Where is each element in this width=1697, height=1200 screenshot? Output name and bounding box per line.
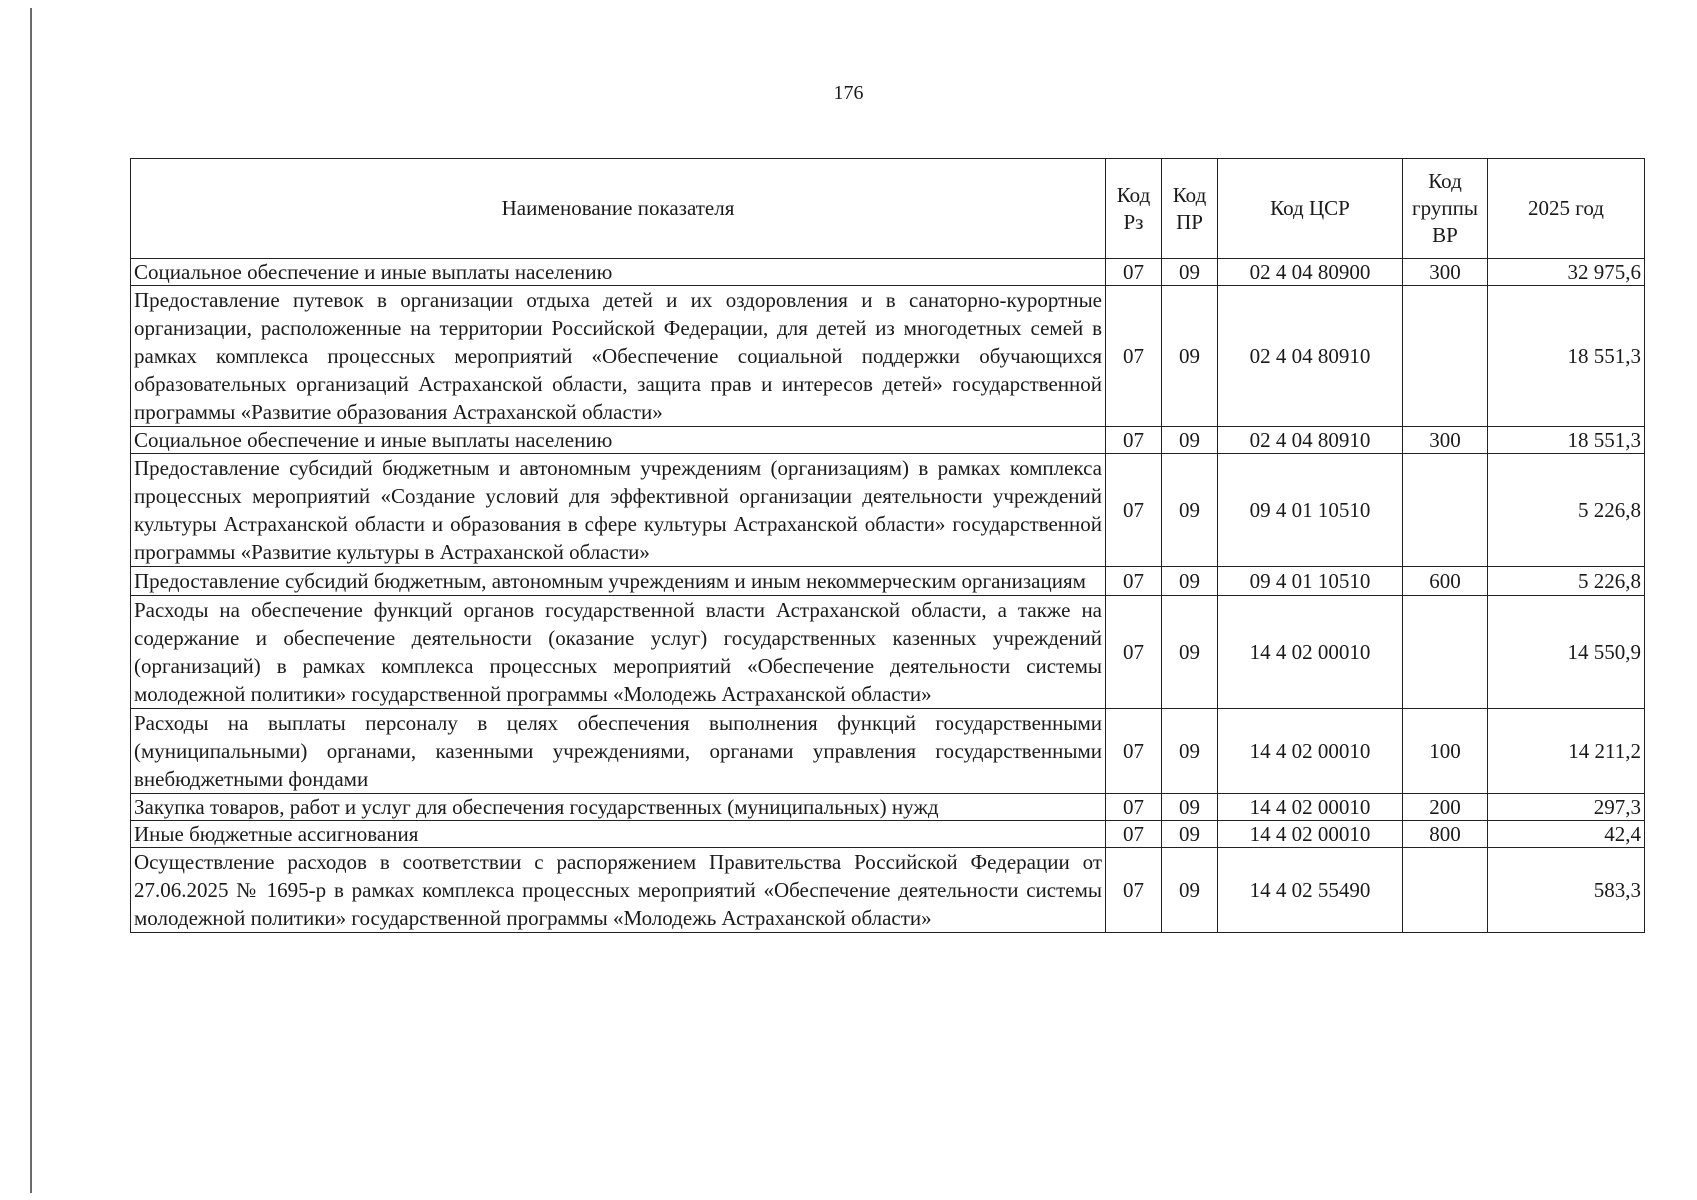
row-name: Иные бюджетные ассигнования — [131, 821, 1106, 848]
row-rz: 07 — [1106, 709, 1162, 794]
row-amount: 18 551,3 — [1488, 286, 1645, 427]
header-year: 2025 год — [1488, 159, 1645, 259]
header-pr: Код ПР — [1162, 159, 1218, 259]
row-rz: 07 — [1106, 821, 1162, 848]
row-vr: 100 — [1403, 709, 1488, 794]
row-pr: 09 — [1162, 596, 1218, 709]
header-name: Наименование показателя — [131, 159, 1106, 259]
row-name: Предоставление субсидий бюджетным, автономным учреждениям и иным некоммерческим организациям — [131, 567, 1106, 596]
header-vr: Код группы ВР — [1403, 159, 1488, 259]
row-csr: 14 4 02 00010 — [1218, 596, 1403, 709]
table-row — [131, 794, 1645, 821]
row-pr: 09 — [1162, 567, 1218, 596]
page-number: 176 — [833, 82, 864, 104]
budget-table — [130, 158, 1645, 933]
row-csr: 02 4 04 80910 — [1218, 427, 1403, 454]
row-rz: 07 — [1106, 259, 1162, 286]
row-csr: 14 4 02 00010 — [1218, 794, 1403, 821]
row-pr: 09 — [1162, 427, 1218, 454]
row-vr: 200 — [1403, 794, 1488, 821]
header-csr: Код ЦСР — [1218, 159, 1403, 259]
row-csr: 02 4 04 80900 — [1218, 259, 1403, 286]
row-amount: 5 226,8 — [1488, 567, 1645, 596]
row-pr: 09 — [1162, 794, 1218, 821]
row-pr: 09 — [1162, 821, 1218, 848]
table-row — [131, 286, 1645, 427]
row-name: Закупка товаров, работ и услуг для обеспечения государственных (муниципальных) нужд — [131, 794, 1106, 821]
row-vr: 600 — [1403, 567, 1488, 596]
row-rz: 07 — [1106, 454, 1162, 567]
row-csr: 14 4 02 00010 — [1218, 709, 1403, 794]
row-csr: 02 4 04 80910 — [1218, 286, 1403, 427]
header-rz: Код Рз — [1106, 159, 1162, 259]
row-name: Расходы на обеспечение функций органов государственной власти Астраханской области, а также на содержание и обеспечение деятельности (оказание услуг) государственных казенных учреждений (организаций) в рамках комплекса процессных мероприятий «Обеспечение деятельности системы молодежной политики» государственной программы «Молодежь Астраханской области» — [131, 596, 1106, 709]
row-csr: 14 4 02 55490 — [1218, 848, 1403, 933]
row-amount: 583,3 — [1488, 848, 1645, 933]
row-rz: 07 — [1106, 427, 1162, 454]
row-name: Социальное обеспечение и иные выплаты населению — [131, 259, 1106, 286]
row-name: Предоставление субсидий бюджетным и автономным учреждениям (организациям) в рамках комплекса процессных мероприятий «Создание условий для эффективной организации деятельности учреждений культуры Астраханской области и образования в сфере культуры Астраханской области» государственной программы «Развитие культуры в Астраханской области» — [131, 454, 1106, 567]
row-amount: 18 551,3 — [1488, 427, 1645, 454]
row-name: Осуществление расходов в соответствии с распоряжением Правительства Российской Федерации от 27.06.2025 № 1695-р в рамках комплекса процессных мероприятий «Обеспечение деятельности системы молодежной политики» государственной программы «Молодежь Астраханской области» — [131, 848, 1106, 933]
row-pr: 09 — [1162, 709, 1218, 794]
row-vr — [1403, 454, 1488, 567]
table-row — [131, 596, 1645, 709]
row-amount: 297,3 — [1488, 794, 1645, 821]
row-vr: 800 — [1403, 821, 1488, 848]
table-row — [131, 259, 1645, 286]
table-row — [131, 427, 1645, 454]
table-row — [131, 848, 1645, 933]
table-row — [131, 567, 1645, 596]
row-amount: 5 226,8 — [1488, 454, 1645, 567]
row-pr: 09 — [1162, 259, 1218, 286]
row-name: Расходы на выплаты персоналу в целях обеспечения выполнения функций государственными (муниципальными) органами, казенными учреждениями, органами управления государственными внебюджетными фондами — [131, 709, 1106, 794]
row-rz: 07 — [1106, 286, 1162, 427]
row-rz: 07 — [1106, 848, 1162, 933]
row-rz: 07 — [1106, 567, 1162, 596]
table-row — [131, 821, 1645, 848]
binding-margin-line — [30, 8, 32, 1193]
row-rz: 07 — [1106, 596, 1162, 709]
row-pr: 09 — [1162, 848, 1218, 933]
row-vr — [1403, 848, 1488, 933]
row-amount: 14 211,2 — [1488, 709, 1645, 794]
row-vr: 300 — [1403, 259, 1488, 286]
row-name: Предоставление путевок в организации отдыха детей и их оздоровления и в санаторно-курортные организации, расположенные на территории Российской Федерации, для детей из многодетных семей в рамках комплекса процессных мероприятий «Обеспечение социальной поддержки обучающихся образовательных организаций Астраханской области, защита прав и интересов детей» государственной программы «Развитие образования Астраханской области» — [131, 286, 1106, 427]
table-row — [131, 709, 1645, 794]
row-vr — [1403, 286, 1488, 427]
table-row — [131, 454, 1645, 567]
row-csr: 09 4 01 10510 — [1218, 454, 1403, 567]
row-name: Социальное обеспечение и иные выплаты населению — [131, 427, 1106, 454]
row-pr: 09 — [1162, 454, 1218, 567]
row-pr: 09 — [1162, 286, 1218, 427]
row-csr: 09 4 01 10510 — [1218, 567, 1403, 596]
table-header-row — [131, 159, 1645, 259]
row-vr: 300 — [1403, 427, 1488, 454]
row-amount: 32 975,6 — [1488, 259, 1645, 286]
row-amount: 14 550,9 — [1488, 596, 1645, 709]
row-vr — [1403, 596, 1488, 709]
row-rz: 07 — [1106, 794, 1162, 821]
row-amount: 42,4 — [1488, 821, 1645, 848]
row-csr: 14 4 02 00010 — [1218, 821, 1403, 848]
